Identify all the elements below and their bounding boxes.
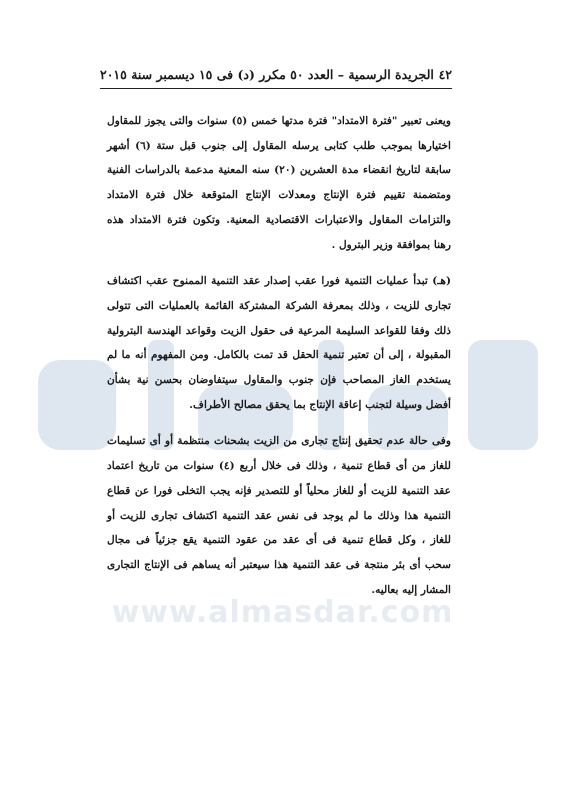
- article-body: [107, 109, 451, 602]
- paragraph-spacer: [107, 417, 451, 429]
- paragraph-relinquishment: وفى حالة عدم تحقيق إنتاج تجارى من الزيت بشحنات منتظمة أو أى تسليمات للغاز من أى قطاع تنمية ، وذلك فى خلال أربع (٤) سنوات من تاريخ اعتماد عقد التنمية للزيت أو للغاز محلياً أو للتصدير فإنه يجب التخلى فورا عن قطاع التنمية هذا وذلك ما لم يوجد فى نفس عقد التنمية اكتشاف تجارى للزيت أو للغاز ، وكل قطاع تنمية فى أى عقد من عقود التنمية يقع جزئياً فى مجال سحب أى بئر منتجة فى عقد التنمية هذا سيعتبر أنه يساهم فى الإنتاج التجارى المشار إليه بعاليه.: [107, 435, 451, 596]
- paragraph-development-operations: (هـ) تبدأ عمليات التنمية فورا عقب إصدار عقد التنمية الممنوح عقب اكتشاف تجارى للزيت ، وذلك بمعرفة الشركة المشتركة القائمة بالعمليات التى تتولى ذلك وفقا للقواعد السليمة المرعية فى حقول الزيت وقواعد الهندسة البترولية المقبولة ، إلى أن تعتبر تنمية الحقل قد تمت بالكامل. ومن المفهوم أنه ما لم يستخدم الغاز المصاحب فإن جنوب والمقاول سيتفاوضان بحسن نية بشأن أفضل وسيلة لتجنب إعاقة الإنتاج بما يحقق مصالح الأطراف.: [107, 275, 451, 411]
- paragraph-spacer: [107, 257, 451, 269]
- paragraph-extension-period: ويعنى تعبير "فترة الامتداد" فترة مدتها خمس (٥) سنوات والتى يجوز للمقاول اختيارها بموجب طلب كتابى يرسله المقاول إلى جنوب قبل ستة (٦) أشهر سابقة لتاريخ انقضاء مدة العشرين (٢٠) سنه المعنية مدعمة بالدراسات الفنية ومتضمنة تقييم فترة الإنتاج ومعدلات الإنتاج المتوقعة خلال فترة الامتداد والتزامات المقاول والاعتبارات الاقتصادية المعنية. وتكون فترة الامتداد هذه رهنا بموافقة وزير البترول .: [107, 115, 452, 251]
- page-header: [100, 62, 452, 86]
- gazette-title: الجريدة الرسمية – العدد ٥٠ مكرر (د) فى ١٥ ديسمبر سنة ٢٠١٥: [100, 66, 434, 82]
- header-divider: [100, 88, 452, 89]
- watermark-url: www.almasdar.com: [111, 595, 454, 630]
- page-number: ٤٢: [438, 66, 452, 82]
